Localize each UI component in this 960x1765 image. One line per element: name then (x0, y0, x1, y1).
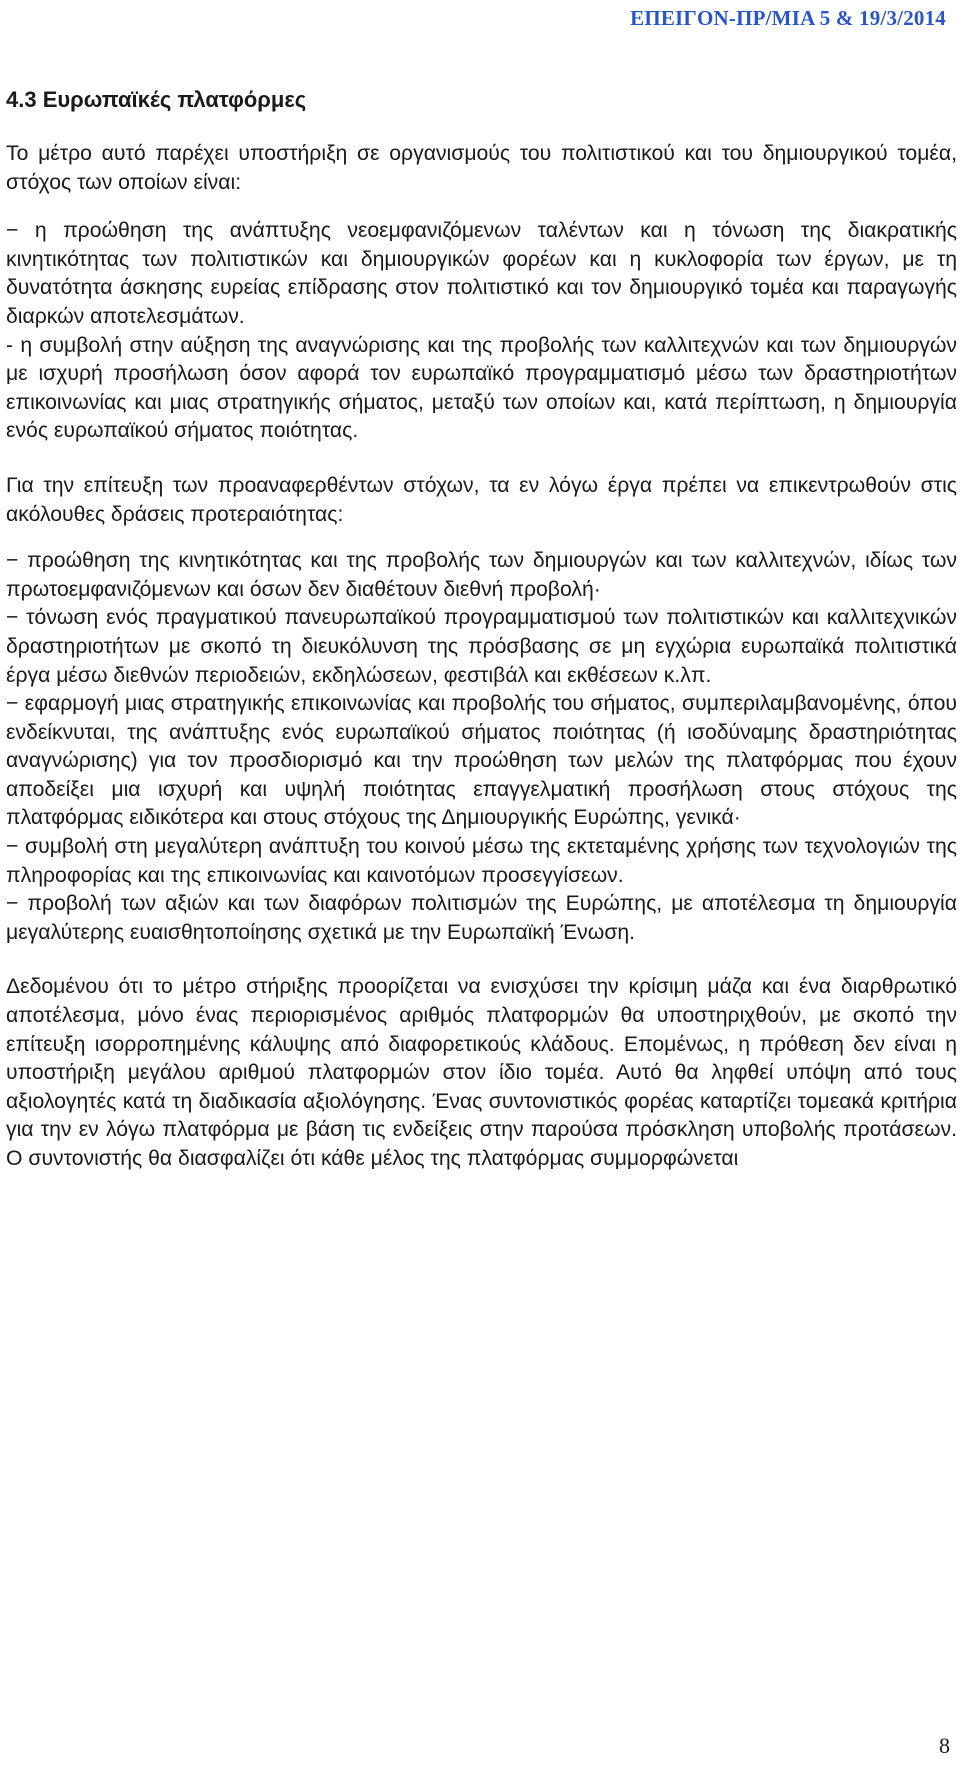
priority-item: − τόνωση ενός πραγματικού πανευρωπαϊκού προγραμματισμού των πολιτιστικών και καλλιτεχνικών δραστηριοτήτων με σκοπό τη διευκόλυνση της πρόσβασης σε μη εγχώρια ευρωπαϊκά πολιτιστικά έργα μέσω διεθνών περιοδειών, εκδηλώσεων, φεστιβάλ και εκθέσεων κ.λπ. (6, 606, 957, 687)
objective-item: − η προώθηση της ανάπτυξης νεοεμφανιζόμενων ταλέντων και η τόνωση της διακρατικής κινητικότητας των πολιτιστικών και δημιουργικών φορέων και η κυκλοφορία των έργων, με τη δυνατότητα άσκησης ευρείας επίδρασης στον πολιτιστικό και τον δημιουργικό τομέα και παραγωγής διαρκών αποτελεσμάτων. (6, 219, 957, 328)
priority-item: − προώθηση της κινητικότητας και της προβολής των δημιουργών και των καλλιτεχνών, ιδίως των πρωτοεμφανιζόμενων και όσων δεν διαθέτουν διεθνή προβολή· (6, 549, 957, 601)
priority-item: − συμβολή στη μεγαλύτερη ανάπτυξη του κοινού μέσω της εκτεταμένης χρήσης των τεχνολογιών της πληροφορίας και της επικοινωνίας και καινοτόμων προσεγγίσεων. (6, 835, 957, 887)
closing-paragraph: Δεδομένου ότι το μέτρο στήριξης προορίζεται να ενισχύσει την κρίσιμη μάζα και ένα διαρθρωτικό αποτέλεσμα, μόνο ένας περιορισμένος αριθμός πλατφορμών θα υποστηριχθούν, με σκοπό την επίτευξη ισορροπημένης κάλυψης από διαφορετικούς κλάδους. Επομένως, η πρόθεση δεν είναι η υποστήριξη μεγάλου αριθμού πλατφορμών στον ίδιο τομέα. Αυτό θα ληφθεί υπόψη από τους αξιολογητές κατά τη διαδικασία αξιολόγησης. Ένας συντονιστικός φορέας καταρτίζει τομεακά κριτήρια για την εν λόγω πλατφόρμα με βάση τις ενδείξεις στην παρούσα πρόσκληση υποβολής προτάσεων. Ο συντονιστής θα διασφαλίζει ότι κάθε μέλος της πλατφόρμας συμμορφώνεται (6, 975, 957, 1170)
objective-item: - η συμβολή στην αύξηση της αναγνώρισης και της προβολής των καλλιτεχνών και των δημιουργών με ισχυρή προσήλωση όσον αφορά τον ευρωπαϊκό προγραμματισμό μέσω των δραστηριοτήτων επικοινωνίας και μιας στρατηγικής σήματος, μεταξύ των οποίων και, κατά περίπτωση, η δημιουργία ενός ευρωπαϊκού σήματος ποιότητας. (6, 333, 957, 443)
priority-intro-paragraph: Για την επίτευξη των προαναφερθέντων στόχων, τα εν λόγω έργα πρέπει να επικεντρωθούν στις ακόλουθες δράσεις προτεραιότητας: (6, 473, 957, 526)
intro-paragraph: Το μέτρο αυτό παρέχει υποστήριξη σε οργανισμούς του πολιτιστικού και του δημιουργικού τομέα, στόχος των οποίων είναι: (6, 142, 957, 194)
section-title: 4.3 Ευρωπαϊκές πλατφόρμες (6, 87, 307, 112)
priority-item: − εφαρμογή μιας στρατηγικής επικοινωνίας και προβολής του σήματος, συμπεριλαμβανομένης, όπου ενδείκνυται, της ανάπτυξης ενός ευρωπαϊκού σήματος ποιότητας (ή ισοδύναμης δραστηριότητας αναγνώρισης) για τον προσδιορισμό και την προώθηση των μελών της πλατφόρμας που έχουν αποδείξει μια ισχυρή και υψηλή ποιότητας επαγγελματική προσήλωση στους στόχους της πλατφόρμας ειδικότερα και στους στόχους της Δημιουργικής Ευρώπης, γενικά· (6, 692, 957, 830)
document-body (6, 80, 957, 1174)
page-number: 8 (939, 1733, 950, 1758)
document-reference-header: ΕΠΕΙΓΟΝ-ΠΡ/ΜΙΑ 5 & 19/3/2014 (630, 6, 946, 30)
priority-item: − προβολή των αξιών και των διαφόρων πολιτισμών της Ευρώπης, με αποτέλεσμα τη δημιουργία μεγαλύτερης ευαισθητοποίησης σχετικά με την Ευρωπαϊκή Ένωση. (6, 892, 957, 944)
